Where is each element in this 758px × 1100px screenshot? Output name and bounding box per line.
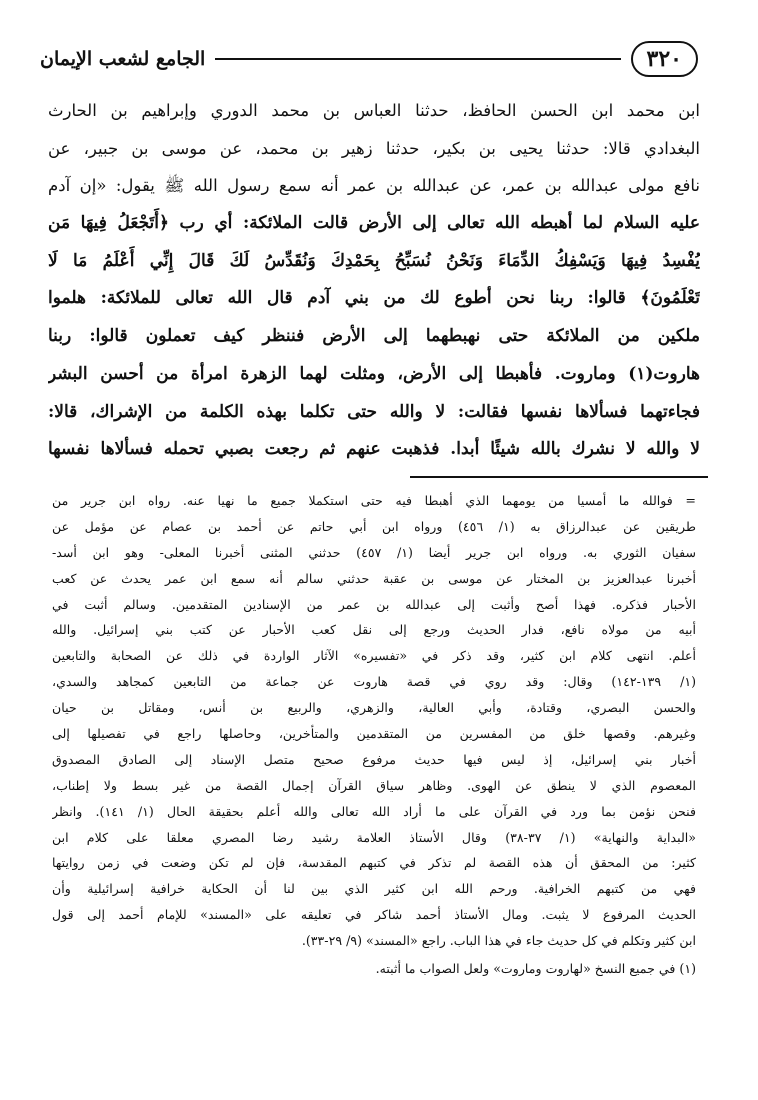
body-line: يُفْسِدُ فِيهَا وَيَسْفِكُ الدِّمَاءَ وَنَحْنُ نُسَبِّحُ بِحَمْدِكَ وَنُقَدِّسُ لَكَ قَالَ إِنِّي أَعْلَمُ مَا لَا bbox=[48, 250, 700, 271]
footnote-line: الأحبار فذكره. فهذا أصح وأثبت إلى عبدالله بن عمر من الإسنادين المتقدمين. وسالم أثبت في bbox=[52, 596, 696, 612]
footnote-line: فنحن نؤمن بما ورد في القرآن على ما أراد الله تعالى والله أعلم بحقيقة الحال (١/ ١٤١). وانظر bbox=[52, 803, 696, 819]
footnote-line: ابن كثير وتكلم في كل حديث جاء في هذا الباب. راجع «المسند» (٩/ ٢٩-٣٣). bbox=[301, 933, 696, 949]
page-header bbox=[40, 38, 698, 80]
footnote-line: «البداية والنهاية» (١/ ٣٧-٣٨) وقال الأستاذ العلامة رشيد رضا المصري معلقا على كلام ابن bbox=[52, 829, 696, 845]
page-number: ٣٢٠ bbox=[631, 41, 698, 77]
body-line: نافع مولى عبدالله بن عمر، عن عبدالله بن عمر أنه سمع رسول الله ﷺ يقول: «إن آدم bbox=[48, 176, 700, 196]
footnote-line: فهي من كتبهم الخرافية. ورحم الله ابن كثير الذي بين لنا أن الحكاية خرافية إسرائيلية وأن bbox=[52, 881, 696, 897]
footnote-line: طريقين عن عبدالرزاق به (١/ ٤٥٦) ورواه ابن أبي حاتم عن أحمد بن عصام عن مؤمل عن bbox=[52, 518, 696, 534]
footnote-1: (١) في جميع النسخ «لهاروت وماروت» ولعل الصواب ما أثبته. bbox=[375, 961, 696, 977]
footnote-line: المعصوم الذي لا ينطق عن الهوى. وظاهر سياق القرآن إجمال القصة من غير بسط ولا إطناب، bbox=[52, 777, 696, 793]
footnotes bbox=[52, 488, 696, 982]
book-title: الجامع لشعب الإيمان bbox=[40, 48, 206, 70]
footnote-line: = فوالله ما أمسيا من يومهما الذي أهبطا فيه حتى استكملا جميع ما نهيا عنه. رواه ابن جرير من bbox=[52, 493, 696, 508]
footnote-line: أبيه من مولاه نافع، فدار الحديث ورجع إلى نقل كعب الأحبار عن كتب بني إسرائيل. والله bbox=[52, 622, 696, 638]
body-line: ملكين من الملائكة حتى نهبطهما إلى الأرض فننظر كيف تعملون قالوا: ربنا bbox=[48, 326, 700, 347]
footnote-line: (١/ ١٣٩-١٤٢) وقال: وقد روي في قصة هاروت عن جماعة من التابعين كمجاهد والسدي، bbox=[52, 674, 696, 690]
body-line: البغدادي قالا: حدثنا يحيى بن بكير، حدثنا زهير بن محمد، عن موسى بن جبير، عن bbox=[48, 138, 700, 158]
footnote-line: والحسن البصري، وقتادة، وأبي العالية، والزهري، والربيع بن أنس، ومقاتل بن حيان bbox=[52, 700, 696, 716]
body-line: تَعْلَمُونَ﴾ قالوا: ربنا نحن أطوع لك من بني آدم قال الله تعالى للملائكة: هلموا bbox=[48, 288, 700, 309]
footnote-line: أخبار بني إسرائيل، إذ ليس فيها حديث مرفوع صحيح متصل الإسناد إلى الصادق المصدوق bbox=[52, 751, 696, 767]
footnote-line: وغيرهم. وقصها خلق من المفسرين من المتقدمين والمتأخرين، وحاصلها راجع في تفصيلها إلى bbox=[52, 726, 696, 742]
body-line: فجاءتهما فسألاها نفسها فقالت: لا والله حتى تكلما بهذه الكلمة من الإشراك، قالا: bbox=[48, 401, 700, 422]
footnote-line: الحديث المرفوع لا يثبت. ومال الأستاذ أحمد شاكر في تعليقه على «المسند» للإمام أحمد إلى قول bbox=[52, 907, 696, 923]
header-rule bbox=[215, 58, 620, 60]
footnote-line: سفيان الثوري به. ورواه ابن جرير أيضا (١/ ٤٥٧) حدثني المثنى أخبرنا المعلى- وهو ابن أسد- bbox=[52, 544, 696, 560]
body-line: هاروت(١) وماروت. فأهبطا إلى الأرض، ومثلت لهما الزهرة امرأة من أحسن البشر bbox=[48, 363, 700, 384]
body-line: ابن محمد ابن الحسن الحافظ، حدثنا العباس بن محمد الدوري وإبراهيم بن الحارث bbox=[48, 101, 700, 120]
footnote-line: أخبرنا عبدالعزيز بن المختار عن موسى بن عقبة حدثني سالم أنه سمع ابن عمر يحدث عن كعب bbox=[52, 570, 696, 586]
body-line: عليه السلام لما أهبطه الله تعالى إلى الأرض قالت الملائكة: أي رب ﴿أَتَجْعَلُ فِيهَا مَن bbox=[48, 213, 700, 234]
main-text bbox=[48, 92, 700, 469]
footnote-line: كثير: من المحقق أن هذه القصة لم تذكر في كتبهم المقدسة، فإن لم تكن وضعت في زمن روايتها bbox=[52, 855, 696, 871]
footnote-line: أعلم. انتهى كلام ابن كثير، وقد ذكر في «تفسيره» الآثار الواردة في ذلك عن الصحابة والتابعين bbox=[52, 648, 696, 664]
footnote-separator bbox=[410, 476, 708, 478]
body-line: لا والله لا نشرك بالله شيئًا أبدا. فذهبت عنهم ثم رجعت بصبي تحمله فسألاها نفسها bbox=[48, 439, 700, 460]
